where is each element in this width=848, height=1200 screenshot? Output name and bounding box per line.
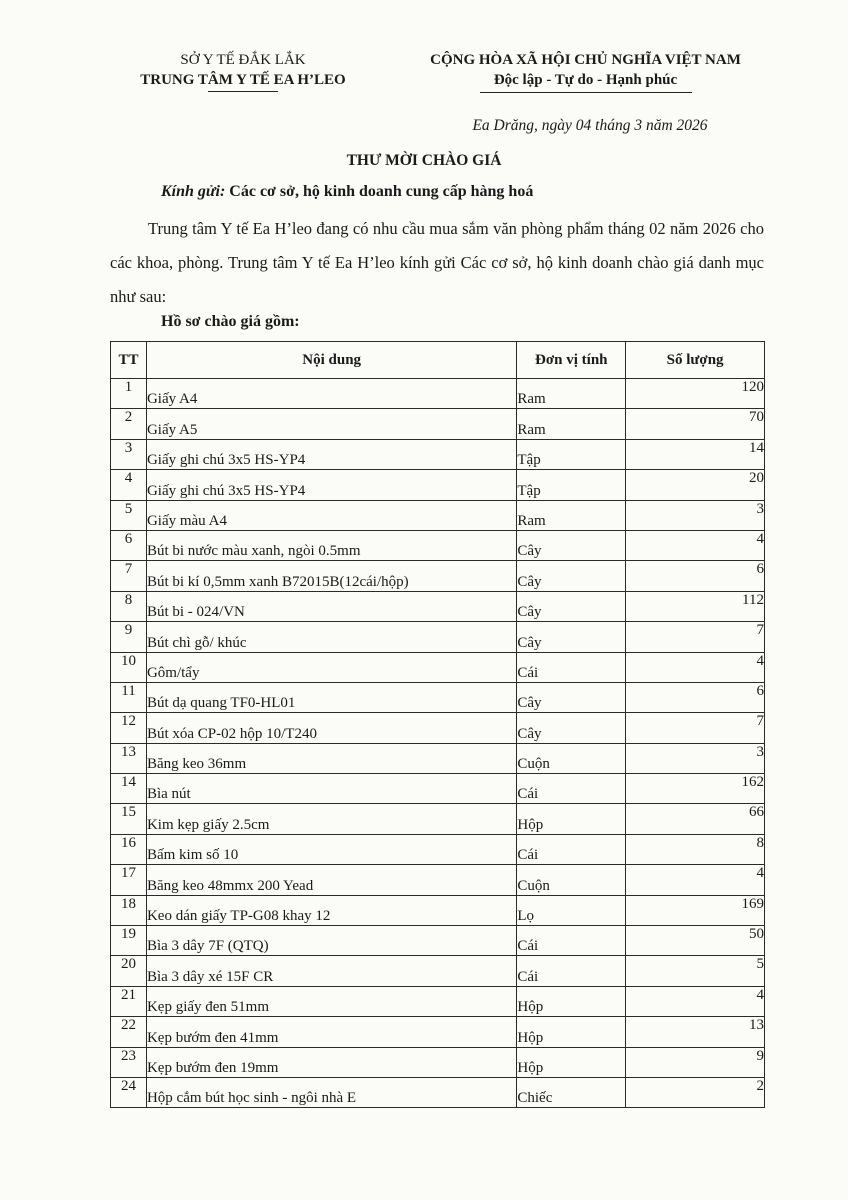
row-quantity: 20: [626, 470, 765, 500]
row-quantity: 50: [626, 926, 765, 956]
row-number: 3: [111, 439, 147, 469]
row-quantity: 4: [626, 865, 765, 895]
table-row: [111, 986, 765, 1016]
row-number: 23: [111, 1047, 147, 1077]
motto-underline: [480, 92, 692, 93]
row-content: Bìa nút: [146, 774, 516, 804]
row-unit: Cây: [517, 682, 626, 712]
row-number: 11: [111, 682, 147, 712]
row-unit: Cây: [517, 591, 626, 621]
row-unit: Cây: [517, 622, 626, 652]
header-content: Nội dung: [146, 342, 516, 379]
row-content: Bút chì gỗ/ khúc: [146, 622, 516, 652]
row-quantity: 13: [626, 1017, 765, 1047]
row-content: Giấy màu A4: [146, 500, 516, 530]
row-content: Bút bi - 024/VN: [146, 591, 516, 621]
table-row: [111, 834, 765, 864]
row-unit: Cuộn: [517, 865, 626, 895]
row-number: 17: [111, 865, 147, 895]
row-quantity: 70: [626, 409, 765, 439]
row-quantity: 3: [626, 743, 765, 773]
table-row: [111, 926, 765, 956]
row-unit: Tập: [517, 439, 626, 469]
row-unit: Cái: [517, 774, 626, 804]
row-unit: Chiếc: [517, 1077, 626, 1107]
table-row: [111, 622, 765, 652]
table-row: [111, 379, 765, 409]
row-number: 9: [111, 622, 147, 652]
row-quantity: 4: [626, 986, 765, 1016]
row-unit: Hộp: [517, 804, 626, 834]
row-content: Keo dán giấy TP-G08 khay 12: [146, 895, 516, 925]
table-row: [111, 743, 765, 773]
row-unit: Cái: [517, 926, 626, 956]
row-quantity: 4: [626, 530, 765, 560]
row-quantity: 7: [626, 713, 765, 743]
row-unit: Cái: [517, 956, 626, 986]
table-row: [111, 591, 765, 621]
row-number: 24: [111, 1077, 147, 1107]
row-unit: Ram: [517, 500, 626, 530]
table-row: [111, 561, 765, 591]
table-row: [111, 804, 765, 834]
row-number: 16: [111, 834, 147, 864]
row-number: 1: [111, 379, 147, 409]
row-quantity: 9: [626, 1047, 765, 1077]
row-number: 12: [111, 713, 147, 743]
row-content: Bút bi kí 0,5mm xanh B72015B(12cái/hộp): [146, 561, 516, 591]
header-quantity: Số lượng: [626, 342, 765, 379]
row-content: Kẹp bướm đen 41mm: [146, 1017, 516, 1047]
issuer-organization: TRUNG TÂM Y TẾ EA H’LEO: [140, 72, 346, 88]
row-quantity: 112: [626, 591, 765, 621]
row-content: Giấy A5: [146, 409, 516, 439]
table-row: [111, 470, 765, 500]
table-row: [111, 713, 765, 743]
row-number: 22: [111, 1017, 147, 1047]
table-row: [111, 682, 765, 712]
row-unit: Ram: [517, 409, 626, 439]
greeting-recipient: Các cơ sở, hộ kinh doanh cung cấp hàng hoá: [229, 183, 534, 200]
row-quantity: 66: [626, 804, 765, 834]
row-unit: Tập: [517, 470, 626, 500]
row-unit: Ram: [517, 379, 626, 409]
row-number: 13: [111, 743, 147, 773]
table-row: [111, 1017, 765, 1047]
table-row: [111, 865, 765, 895]
row-quantity: 7: [626, 622, 765, 652]
national-motto: Độc lập - Tự do - Hạnh phúc: [493, 72, 678, 88]
row-quantity: 120: [626, 379, 765, 409]
table-body: [111, 379, 765, 1108]
row-content: Bút xóa CP-02 hộp 10/T240: [146, 713, 516, 743]
row-content: Băng keo 36mm: [146, 743, 516, 773]
row-unit: Cái: [517, 834, 626, 864]
table-row: [111, 652, 765, 682]
row-content: Bấm kim số 10: [146, 834, 516, 864]
row-content: Giấy ghi chú 3x5 HS-YP4: [146, 439, 516, 469]
header-tt: TT: [111, 342, 147, 379]
row-content: Bìa 3 dây 7F (QTQ): [146, 926, 516, 956]
row-number: 20: [111, 956, 147, 986]
row-unit: Cây: [517, 713, 626, 743]
table-row: [111, 530, 765, 560]
row-quantity: 2: [626, 1077, 765, 1107]
row-unit: Cuộn: [517, 743, 626, 773]
table-row: [111, 1047, 765, 1077]
row-content: Kẹp bướm đen 19mm: [146, 1047, 516, 1077]
table-row: [111, 500, 765, 530]
row-quantity: 162: [626, 774, 765, 804]
row-number: 14: [111, 774, 147, 804]
row-unit: Lọ: [517, 895, 626, 925]
items-table: [110, 341, 765, 1108]
issuer-header: [108, 50, 378, 92]
table-row: [111, 439, 765, 469]
row-quantity: 6: [626, 682, 765, 712]
row-number: 15: [111, 804, 147, 834]
table-row: [111, 774, 765, 804]
row-unit: Cây: [517, 530, 626, 560]
section-heading: Hồ sơ chào giá gồm:: [161, 313, 300, 330]
row-quantity: 3: [626, 500, 765, 530]
row-number: 18: [111, 895, 147, 925]
document-title: THƯ MỜI CHÀO GIÁ: [346, 152, 502, 169]
row-number: 2: [111, 409, 147, 439]
row-number: 6: [111, 530, 147, 560]
national-header: [388, 50, 783, 93]
issuer-underline: [208, 91, 278, 92]
table-row: [111, 956, 765, 986]
row-number: 5: [111, 500, 147, 530]
row-number: 19: [111, 926, 147, 956]
row-number: 4: [111, 470, 147, 500]
row-quantity: 6: [626, 561, 765, 591]
row-quantity: 8: [626, 834, 765, 864]
row-quantity: 169: [626, 895, 765, 925]
row-unit: Hộp: [517, 1017, 626, 1047]
table-row: [111, 1077, 765, 1107]
row-unit: Hộp: [517, 986, 626, 1016]
header-unit: Đơn vị tính: [517, 342, 626, 379]
row-content: Băng keo 48mmx 200 Yead: [146, 865, 516, 895]
issuer-department: SỞ Y TẾ ĐẮK LẮK: [180, 52, 306, 68]
row-content: Giấy A4: [146, 379, 516, 409]
row-content: Hộp cắm bút học sinh - ngôi nhà E: [146, 1077, 516, 1107]
row-content: Bút dạ quang TF0-HL01: [146, 682, 516, 712]
table-row: [111, 409, 765, 439]
row-number: 21: [111, 986, 147, 1016]
row-content: Kim kẹp giấy 2.5cm: [146, 804, 516, 834]
row-number: 10: [111, 652, 147, 682]
row-content: Bìa 3 dây xé 15F CR: [146, 956, 516, 986]
row-unit: Cây: [517, 561, 626, 591]
row-quantity: 14: [626, 439, 765, 469]
row-content: Giấy ghi chú 3x5 HS-YP4: [146, 470, 516, 500]
row-number: 7: [111, 561, 147, 591]
row-quantity: 5: [626, 956, 765, 986]
row-unit: Cái: [517, 652, 626, 682]
intro-paragraph: Trung tâm Y tế Ea H’leo đang có nhu cầu mua sắm văn phòng phẩm tháng 02 năm 2026 cho các khoa, phòng. Trung tâm Y tế Ea H’leo kính gửi Các cơ sở, hộ kinh doanh chào giá danh mục như sau:: [110, 219, 764, 306]
national-title: CỘNG HÒA XÃ HỘI CHỦ NGHĨA VIỆT NAM: [430, 52, 741, 68]
row-content: Bút bi nước màu xanh, ngòi 0.5mm: [146, 530, 516, 560]
greeting-line: [161, 183, 533, 201]
row-unit: Hộp: [517, 1047, 626, 1077]
row-quantity: 4: [626, 652, 765, 682]
table-header-row: [111, 342, 765, 379]
greeting-label: Kính gửi:: [161, 183, 226, 200]
place-date-line: Ea Drăng, ngày 04 tháng 3 năm 2026: [472, 117, 708, 134]
row-content: Kẹp giấy đen 51mm: [146, 986, 516, 1016]
row-number: 8: [111, 591, 147, 621]
table-row: [111, 895, 765, 925]
row-content: Gôm/tẩy: [146, 652, 516, 682]
